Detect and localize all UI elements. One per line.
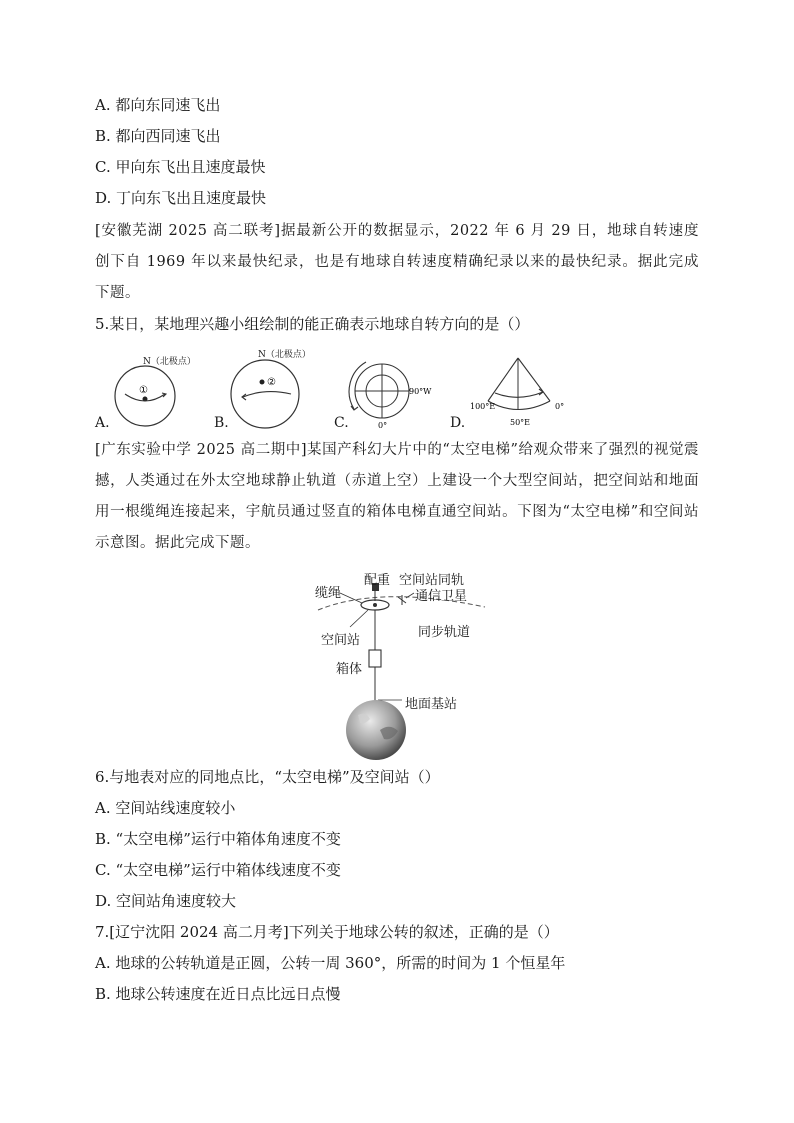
q5-option-c: C. xyxy=(334,415,349,431)
label-counterweight: 配重 xyxy=(364,573,391,588)
fig-d-lon-left: 100°E xyxy=(470,402,496,411)
q5-stem: 5.某日，某地理兴趣小组绘制的能正确表示地球自转方向的是（） xyxy=(95,315,530,333)
fig-a-pole-label: N（北极点） xyxy=(143,357,196,367)
q5-option-a: A. xyxy=(95,415,110,431)
q6-option-a: A. 空间站线速度较小 xyxy=(95,799,236,817)
fig-d-diagram xyxy=(470,354,580,434)
fig-d-lon-bottom: 50°E xyxy=(510,418,531,427)
q6-stem: 6.与地表对应的同地点比，“太空电梯”及空间站（） xyxy=(95,768,440,786)
fig-c-lon-bottom: 0° xyxy=(378,421,388,430)
q7-stem: 7.[辽宁沈阳 2024 高二月考]下列关于地球公转的叙述，正确的是（） xyxy=(95,923,559,941)
q6-option-d: D. 空间站角速度较大 xyxy=(95,892,237,910)
q4-option-b: B. 都向西同速飞出 xyxy=(95,127,221,145)
label-box: 箱体 xyxy=(336,662,363,677)
fig-d-lon-right: 0° xyxy=(555,402,565,411)
earth-globe xyxy=(346,700,406,760)
fig-b-mark: ② xyxy=(267,377,276,388)
q7-option-b: B. 地球公转速度在近日点比远日点慢 xyxy=(95,985,341,1003)
fig-b-pole-label: N（北极点） xyxy=(258,350,311,360)
fig-b-diagram xyxy=(215,354,325,434)
q6-option-c: C. “太空电梯”运行中箱体线速度不变 xyxy=(95,861,341,879)
intro-q6: [广东实验中学 2025 高二期中]某国产科幻大片中的“太空电梯”给观众带来了强烈的视觉震撼，人类通过在外太空地球静止轨道（赤道上空）上建设一个大型空间站，把空间站和地面用一根缆绳连接起来，宇航员通过竖直的箱体电梯直通空间站。下图为“太空电梯”和空间站示意图。据此完成下题。 xyxy=(95,442,699,551)
label-ground-station: 地面基站 xyxy=(405,697,458,712)
label-orbit: 同步轨道 xyxy=(418,625,471,640)
label-cable: 缆绳 xyxy=(315,586,342,601)
fig-c-diagram xyxy=(340,354,450,434)
q7-option-a: A. 地球的公转轨道是正圆，公转一周 360°，所需的时间为 1 个恒星年 xyxy=(95,954,566,972)
label-satellite-line1: 空间站同轨 xyxy=(399,573,465,588)
intro-q5: [安徽芜湖 2025 高二联考]据最新公开的数据显示，2022 年 6 月 29 日，地球自转速度创下自 1969 年以来最快纪录，也是有地球自转速度精确纪录以来的最快纪录。据此完成下题。 xyxy=(95,223,699,301)
fig-c-lon-right: 90°W xyxy=(409,387,432,396)
q4-option-a: A. 都向东同速飞出 xyxy=(95,96,221,114)
fig-a-mark: ① xyxy=(139,385,148,396)
q4-option-c: C. 甲向东飞出且速度最快 xyxy=(95,158,266,176)
label-satellite-line2: 通信卫星 xyxy=(415,589,468,604)
fig-a-diagram xyxy=(95,360,205,435)
label-station: 空间站 xyxy=(321,633,361,648)
q6-option-b: B. “太空电梯”运行中箱体角速度不变 xyxy=(95,830,341,848)
q5-option-b: B. xyxy=(214,415,229,431)
q4-option-d: D. 丁向东飞出且速度最快 xyxy=(95,189,267,207)
q5-option-d: D. xyxy=(450,415,466,431)
